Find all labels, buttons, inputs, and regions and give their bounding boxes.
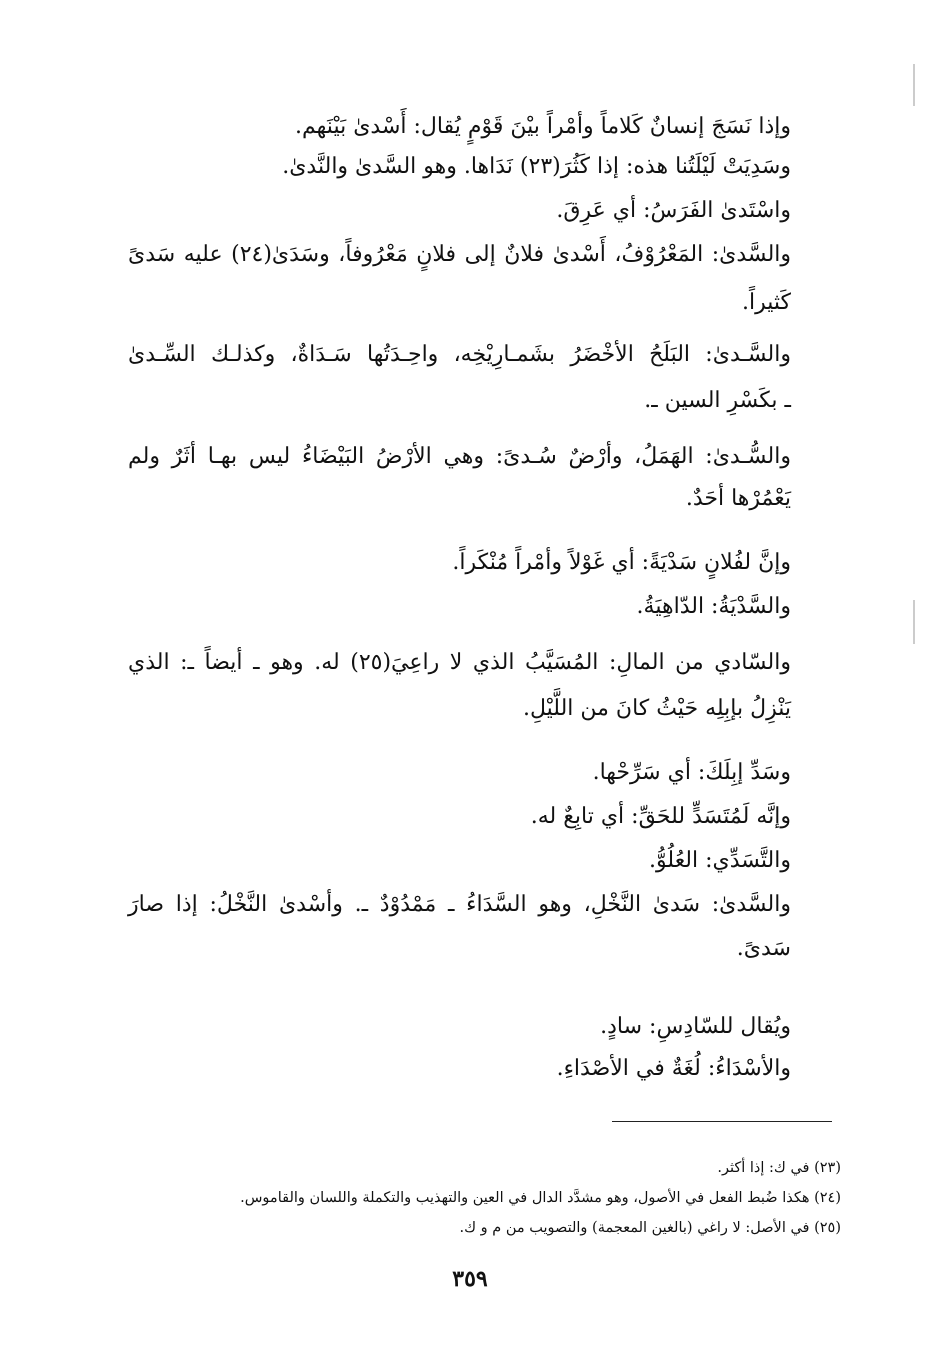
text-line: وسَدِّ إبِلَكَ: أي سَرِّحْها.: [592, 760, 791, 785]
text-line: يَعْمُرْها أحَدٌ.: [685, 486, 791, 511]
text-line: وإذا نَسَجَ إنسانٌ كَلاماً وأمْراً بيْنَ قَوْمٍ يُقال: أَسْدىٰ بَيْنَهم.: [295, 114, 791, 139]
text-line: يَنْزِلُ بإبِلِه حَيْثُ كانَ من اللَّيْلِ.: [523, 696, 791, 721]
text-line: واسْتَدىٰ الفَرَسُ: أي عَرِقَ.: [556, 198, 791, 223]
text-line: كَثيراً.: [742, 290, 791, 315]
text-line: ويُقال للسّادِسِ: سادٍ.: [600, 1014, 791, 1039]
text-line: والسُّـدىٰ: الهَمَلُ، وأرْضٌ سُـدىً: وهي الأرْضُ البَيْضَاءُ ليس بهـا أثَرٌ ولم: [128, 444, 791, 469]
scan-edge-mark: [913, 600, 915, 644]
text-line: وإنَّ لفُلانٍ سَدْيَةً: أي غَوْلاً وأمْراً مُنْكَراً.: [452, 550, 791, 575]
text-line: سَدىً.: [736, 936, 791, 961]
text-line: ـ بكَسْرِ السين ـ.: [644, 388, 791, 413]
text-line: وسَدِيَتْ لَيْلَتُنا هذه: إذا كَثُرَ(٢٣) نَدَاها. وهو السَّدىٰ والنَّدىٰ.: [282, 154, 791, 179]
footnote: (٢٣) في ك: إذا أكثر.: [717, 1160, 841, 1176]
page-number: ٣٥٩: [452, 1266, 488, 1292]
text-line: والسَّدْيَةُ: الدّاهِيَةُ.: [636, 594, 791, 619]
text-line: والسَّدىٰ: المَعْرُوْفُ، أَسْدىٰ فلانٌ إلى فلانٍ مَعْرُوفاً، وسَدَىٰ(٢٤) عليه سَدىً: [128, 242, 792, 267]
text-line: والسَّـدىٰ: البَلَحُ الأخْضَرُ بشَمـارِيْخِه، واحِـدَتُها سَـدَاةٌ، وكذلـك السِّـدىٰ: [128, 342, 791, 367]
footnote-separator: [612, 1121, 832, 1122]
footnote: (٢٤) هكذا ضُبط الفعل في الأصول، وهو مشدَّد الدال في العين والتهذيب والتكملة واللسان والقاموس.: [240, 1190, 841, 1206]
text-line: وإنَّه لَمُتَسَدٍّ للحَقِّ: أي تابِعٌ له.: [530, 804, 791, 829]
text-line: والسّادي من المالِ: المُسَيَّبُ الذي لا راعِيَ(٢٥) له. وهو ـ أيضاً ـ: الذي: [128, 650, 791, 675]
text-line: والسَّدىٰ: سَدىٰ النَّخْلِ، وهو السَّدَاءُ ـ مَمْدُوْدٌ ـ. وأسْدىٰ النَّخْلُ: إذا صارَ: [128, 892, 791, 917]
scan-edge-mark: [913, 64, 915, 106]
text-line: والأسْدَاءُ: لُغَةٌ في الأصْدَاءِ.: [556, 1056, 791, 1081]
footnote: (٢٥) في الأصل: لا راغي (بالغين المعجمة) والتصويب من م و ك.: [459, 1220, 841, 1236]
text-line: والتَّسَدِّي: العُلُوُّ.: [649, 848, 791, 873]
